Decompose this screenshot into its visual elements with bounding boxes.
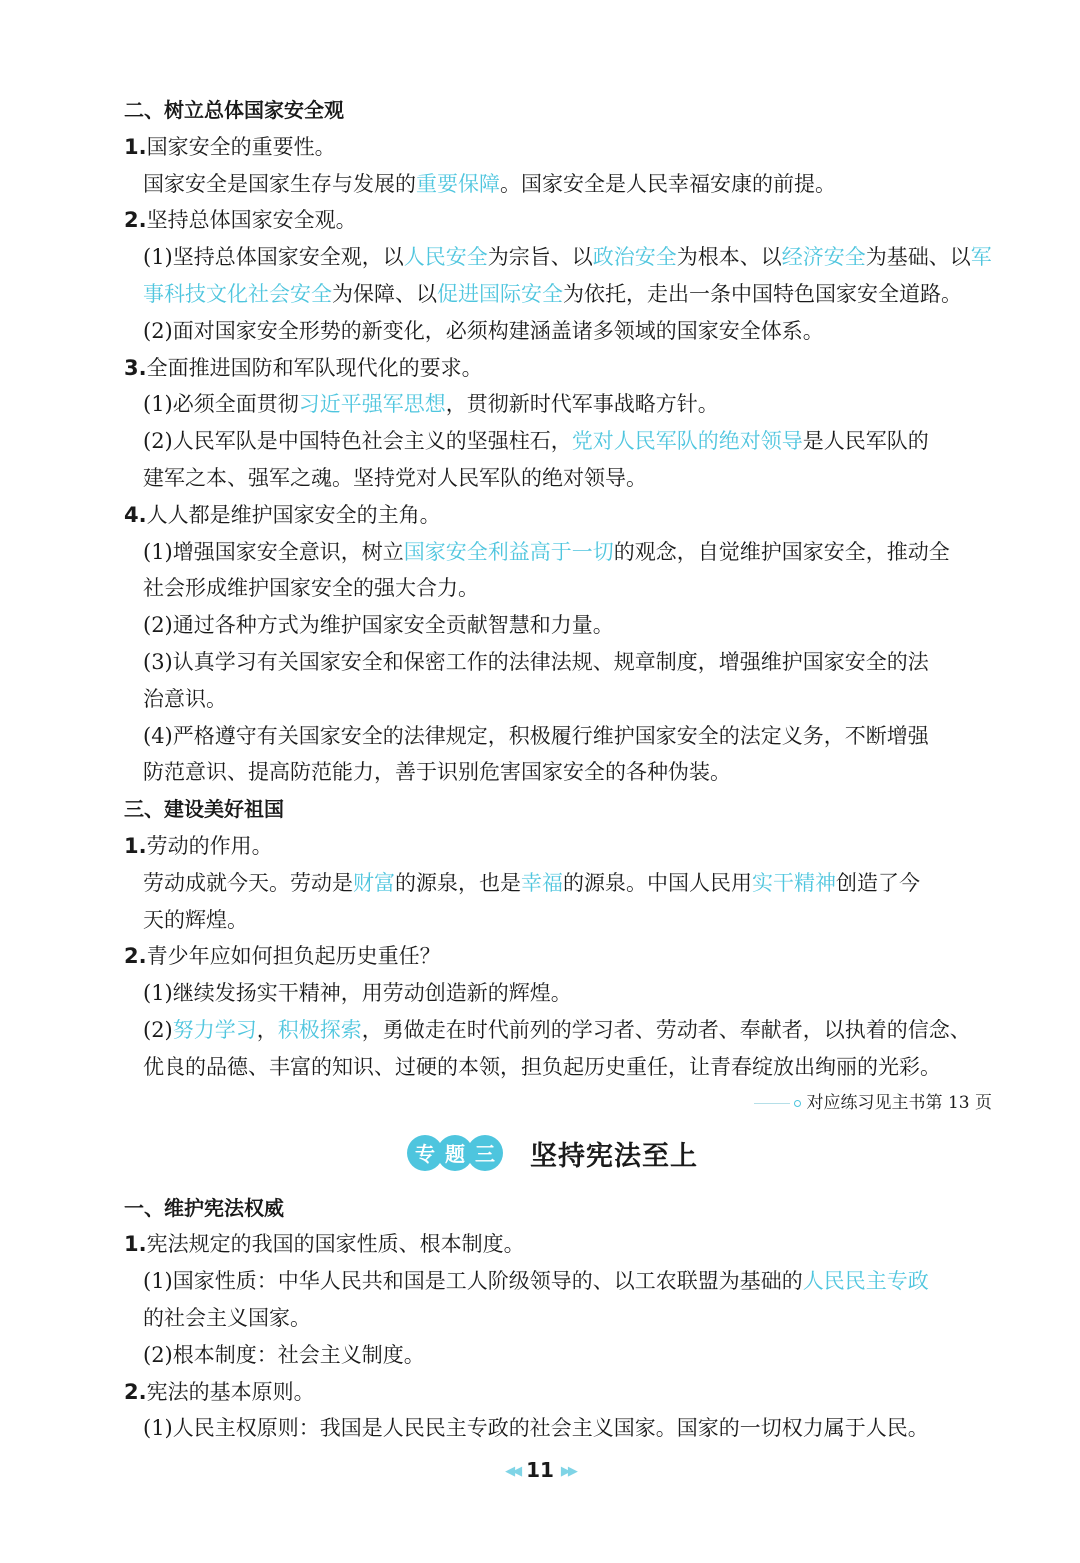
paragraph: (1)继续发扬实干精神，用劳动创造新的辉煌。 (143, 981, 572, 1006)
cross-reference-text: 对应练习见主书第 13 页 (806, 1092, 992, 1113)
text: ，贯彻新时代军事战略方针。 (445, 392, 719, 417)
arrow-right-icon: ▶▶ (560, 1464, 575, 1479)
text: 为基础、以 (865, 245, 971, 270)
subheading-number: 2. (124, 208, 147, 233)
highlight: 习近平强军思想 (298, 392, 446, 417)
paragraph (124, 386, 992, 423)
text: (1)增强国家安全意识，树立 (143, 539, 404, 564)
paragraph (124, 1263, 992, 1300)
topic-title: 坚持宪法至上 (530, 1140, 698, 1172)
paragraph: 优良的品德、丰富的知识、过硬的本领，担负起历史重任，让青春绽放出绚丽的光彩。 (143, 1054, 941, 1079)
badge-char: 专 (408, 1136, 442, 1170)
page-number-text: 11 (526, 1458, 554, 1482)
text: 的源泉。中国人民用 (563, 870, 752, 895)
subheading-number: 1. (124, 833, 147, 858)
text: (1)坚持总体国家安全观，以 (143, 245, 404, 270)
topic-badge (408, 1136, 498, 1170)
subheading-number: 3. (124, 355, 147, 380)
highlight: 重要保障 (416, 171, 500, 196)
text: 是人民军队的 (802, 429, 929, 454)
paragraph: (3)认真学习有关国家安全和保密工作的法律法规、规章制度，增强维护国家安全的法 (143, 649, 929, 674)
paragraph: 治意识。 (143, 686, 227, 711)
subheading-number: 4. (124, 502, 147, 527)
topic-header (124, 1122, 992, 1190)
text: ， (256, 1017, 278, 1042)
paragraph (124, 865, 992, 902)
subheading-number: 1. (124, 1232, 147, 1257)
subheading (124, 350, 992, 387)
subheading (124, 129, 992, 166)
subheading (124, 1374, 992, 1411)
subheading-text: 坚持总体国家安全观。 (146, 208, 357, 233)
paragraph: 的社会主义国家。 (143, 1305, 311, 1330)
page-number (0, 1458, 1080, 1482)
subheading (124, 497, 992, 534)
section-heading: 二、树立总体国家安全观 (124, 98, 344, 122)
highlight: 人民安全 (403, 245, 488, 270)
subheading-number: 2. (124, 944, 147, 969)
paragraph: (2)面对国家安全形势的新变化，必须构建涵盖诸多领域的国家安全体系。 (143, 318, 824, 343)
subheading (124, 938, 992, 975)
subheading-number: 2. (124, 1379, 147, 1404)
divider (754, 1103, 790, 1104)
highlight: 努力学习 (172, 1017, 257, 1042)
highlight: 经济安全 (781, 245, 866, 270)
subheading-text: 宪法规定的我国的国家性质、根本制度。 (146, 1232, 525, 1257)
text: ，勇做走在时代前列的学习者、劳动者、奉献者，以执着的信念、 (361, 1017, 971, 1042)
subheading-text: 劳动的作用。 (146, 833, 273, 858)
subheading-text: 国家安全的重要性。 (146, 134, 336, 159)
paragraph: 社会形成维护国家安全的强大合力。 (143, 576, 479, 601)
arrow-left-icon: ◀◀ (505, 1464, 520, 1479)
subheading (124, 202, 992, 239)
subheading-text: 青少年应如何担负起历史重任？ (146, 944, 441, 969)
highlight: 实干精神 (752, 870, 836, 895)
highlight: 政治安全 (592, 245, 677, 270)
highlight: 军 (970, 245, 992, 270)
subheading-text: 人人都是维护国家安全的主角。 (146, 502, 441, 527)
text: 为根本、以 (676, 245, 782, 270)
circle-bullet-icon (794, 1100, 801, 1107)
highlight: 积极探索 (277, 1017, 362, 1042)
highlight: 财富 (353, 870, 395, 895)
text: 为宗旨、以 (487, 245, 593, 270)
text: 为依托，走出一条中国特色国家安全道路。 (563, 281, 962, 306)
paragraph (124, 423, 992, 460)
text: (2)人民军队是中国特色社会主义的坚强柱石， (143, 429, 572, 454)
paragraph (124, 1012, 992, 1049)
section-heading: 三、建设美好祖国 (124, 797, 284, 822)
paragraph: (4)严格遵守有关国家安全的法律规定，积极履行维护国家安全的法定义务，不断增强 (143, 723, 929, 748)
paragraph (124, 166, 992, 203)
content (124, 92, 992, 1447)
text: 的观念，自觉维护国家安全，推动全 (613, 539, 950, 564)
highlight: 促进国际安全 (437, 281, 563, 306)
paragraph: 天的辉煌。 (143, 907, 248, 932)
badge-char: 题 (438, 1136, 472, 1170)
paragraph: (2)根本制度：社会主义制度。 (143, 1342, 425, 1367)
badge-char: 三 (468, 1136, 502, 1170)
paragraph: (1)人民主权原则：我国是人民民主专政的社会主义国家。国家的一切权力属于人民。 (143, 1416, 929, 1441)
paragraph (124, 239, 992, 276)
subheading (124, 828, 992, 865)
section-heading: 一、维护宪法权威 (124, 1195, 284, 1220)
highlight: 党对人民军队的绝对领导 (571, 429, 803, 454)
text: 劳动成就今天。劳动是 (143, 870, 353, 895)
text: (1)国家性质：中华人民共和国是工人阶级领导的、以工农联盟为基础的 (143, 1269, 803, 1294)
text: 为保障、以 (332, 281, 437, 306)
text: 创造了今 (836, 870, 920, 895)
subheading (124, 1226, 992, 1263)
subheading-text: 全面推进国防和军队现代化的要求。 (146, 355, 483, 380)
text: (2) (143, 1017, 173, 1042)
highlight: 国家安全利益高于一切 (403, 539, 614, 564)
text: 。国家安全是人民幸福安康的前提。 (500, 171, 836, 196)
text: 国家安全是国家生存与发展的 (143, 171, 416, 196)
highlight: 人民民主专政 (802, 1269, 929, 1294)
paragraph: 建军之本、强军之魂。坚持党对人民军队的绝对领导。 (143, 465, 647, 490)
text: 的源泉，也是 (395, 870, 521, 895)
cross-reference (124, 1088, 992, 1118)
subheading-text: 宪法的基本原则。 (146, 1379, 315, 1404)
paragraph: 防范意识、提高防范能力，善于识别危害国家安全的各种伪装。 (143, 760, 731, 785)
paragraph (124, 276, 992, 313)
paragraph: (2)通过各种方式为维护国家安全贡献智慧和力量。 (143, 613, 614, 638)
subheading-number: 1. (124, 134, 147, 159)
highlight: 事科技文化社会安全 (143, 281, 332, 306)
highlight: 幸福 (521, 870, 563, 895)
paragraph (124, 534, 992, 571)
text: (1)必须全面贯彻 (143, 392, 299, 417)
